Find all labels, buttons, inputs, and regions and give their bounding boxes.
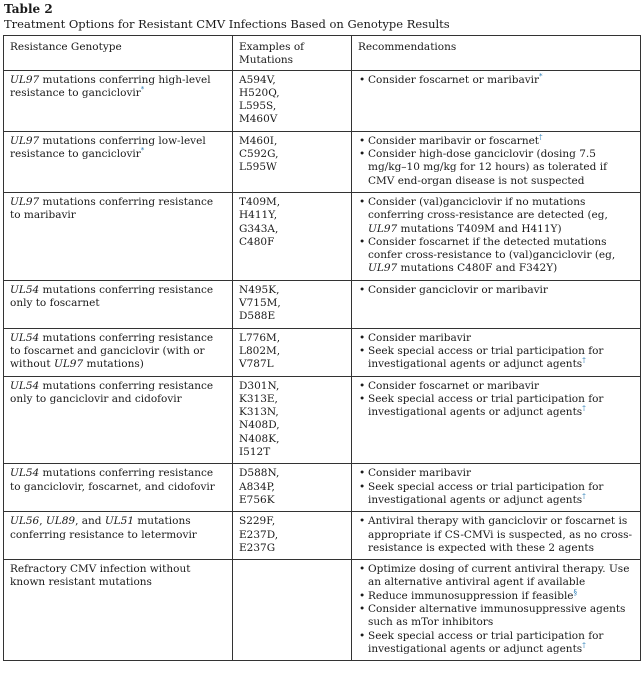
text-run: Consider ganciclovir or maribavir bbox=[368, 283, 548, 296]
recommendation-list bbox=[358, 563, 634, 656]
text-run: Consider maribavir bbox=[368, 467, 472, 480]
text-run: Seek special access or trial participation for investigational agents or adjunct agents bbox=[368, 629, 604, 655]
recommendation-item bbox=[368, 148, 634, 188]
table-row bbox=[4, 131, 641, 192]
genotype-cell bbox=[4, 280, 233, 328]
text-run: Refractory CMV infection without known resistant mutations bbox=[10, 563, 191, 589]
table-caption bbox=[4, 2, 450, 32]
mutation-item: L776M, bbox=[239, 331, 281, 344]
text-run: mutations conferring resistance to foscarnet and ganciclovir (with or without bbox=[10, 331, 214, 371]
gene-name: UL97 bbox=[368, 222, 398, 235]
footnote-marker: * bbox=[140, 85, 145, 94]
gene-name: UL97 bbox=[368, 262, 398, 275]
gene-name: UL97 bbox=[10, 134, 40, 147]
recommendations-cell bbox=[352, 192, 641, 280]
text-run: Consider foscarnet if the detected mutations confer cross-resistance to (val)ganciclovir (eg, bbox=[368, 235, 616, 262]
text-run: Consider high-dose ganciclovir (dosing 7.5 mg/kg–10 mg/kg for 12 hours) as tolerated if CMV end-organ disease is not suspected bbox=[368, 148, 607, 187]
mutations-cell bbox=[233, 560, 352, 661]
genotype-cell bbox=[4, 560, 233, 661]
mutations-cell bbox=[233, 464, 352, 512]
recommendation-item bbox=[368, 467, 634, 480]
treatment-options-table bbox=[3, 35, 641, 661]
mutation-item: D588E bbox=[239, 310, 276, 323]
recommendation-list bbox=[358, 284, 634, 297]
mutation-item: A594V, bbox=[239, 73, 276, 86]
recommendations-cell bbox=[352, 560, 641, 661]
mutation-item: V715M, bbox=[239, 297, 281, 310]
text-run: Consider maribavir bbox=[368, 331, 472, 344]
recommendation-item bbox=[368, 590, 634, 603]
mutation-item: C480F bbox=[239, 235, 275, 248]
mutation-item: L595W bbox=[239, 161, 277, 174]
text-run: Reduce immunosuppression if feasible bbox=[368, 589, 574, 602]
text-run: mutations) bbox=[83, 358, 144, 371]
mutations-cell bbox=[233, 512, 352, 560]
mutations-cell bbox=[233, 192, 352, 280]
table-row bbox=[4, 192, 641, 280]
mutation-item: E237G bbox=[239, 541, 276, 554]
mutation-item: T409M, bbox=[239, 195, 281, 208]
table-row bbox=[4, 70, 641, 131]
mutation-item: N408D, bbox=[239, 419, 280, 432]
text-run: mutations conferring resistance only to foscarnet bbox=[10, 283, 214, 310]
text-run: Consider (val)ganciclovir if no mutations conferring cross-resistance are detected (eg, bbox=[368, 195, 608, 222]
mutation-item: M460I, bbox=[239, 134, 278, 147]
text-run: Consider foscarnet or maribavir bbox=[368, 379, 540, 392]
mutation-item: E756K bbox=[239, 493, 275, 506]
gene-name: UL54 bbox=[10, 283, 40, 296]
genotype-cell bbox=[4, 131, 233, 192]
table-title: Treatment Options for Resistant CMV Infections Based on Genotype Results bbox=[4, 17, 450, 31]
footnote-marker: † bbox=[539, 133, 543, 142]
recommendation-item bbox=[368, 603, 634, 630]
gene-name: UL54 bbox=[10, 331, 40, 344]
text-run: Seek special access or trial participation for investigational agents or adjunct agents bbox=[368, 344, 604, 371]
recommendation-item bbox=[368, 74, 634, 87]
table-row bbox=[4, 280, 641, 328]
mutations-cell bbox=[233, 131, 352, 192]
table-row bbox=[4, 376, 641, 464]
gene-name: UL54 bbox=[10, 379, 40, 392]
text-run: Seek special access or trial participation for investigational agents or adjunct agents bbox=[368, 480, 604, 506]
mutation-item: G343A, bbox=[239, 222, 279, 235]
footnote-marker: † bbox=[582, 641, 586, 650]
text-run: Seek special access or trial participation for investigational agents or adjunct agents bbox=[368, 392, 604, 419]
recommendation-item bbox=[368, 515, 634, 555]
table-row bbox=[4, 328, 641, 376]
recommendation-list bbox=[358, 74, 634, 87]
mutations-cell bbox=[233, 280, 352, 328]
mutation-item: K313N, bbox=[239, 406, 279, 419]
recommendation-item bbox=[368, 236, 634, 276]
header-row bbox=[4, 36, 641, 71]
mutations-cell bbox=[233, 70, 352, 131]
recommendations-cell bbox=[352, 512, 641, 560]
recommendation-item bbox=[368, 393, 634, 420]
text-run: Consider maribavir or foscarnet bbox=[368, 134, 540, 147]
genotype-cell bbox=[4, 376, 233, 464]
mutation-item: L802M, bbox=[239, 344, 281, 357]
recommendation-item bbox=[368, 563, 634, 590]
footnote-marker: * bbox=[539, 72, 543, 81]
gene-name: UL97 bbox=[10, 73, 40, 86]
mutation-item: E237D, bbox=[239, 528, 279, 541]
mutation-item: H411Y, bbox=[239, 209, 278, 222]
text-run: mutations conferring low-level resistance to ganciclovir bbox=[10, 134, 206, 161]
mutation-item: S229F, bbox=[239, 515, 276, 528]
table-body bbox=[4, 70, 641, 661]
mutation-item: K313E, bbox=[239, 392, 278, 405]
gene-name: UL89 bbox=[45, 515, 76, 528]
mutations-cell bbox=[233, 328, 352, 376]
recommendation-list bbox=[358, 515, 634, 555]
text-run: mutations conferring resistance only to ganciclovir and cidofovir bbox=[10, 379, 214, 405]
mutation-item: H520Q, bbox=[239, 86, 280, 99]
text-run: mutations conferring high-level resistance to ganciclovir bbox=[10, 73, 211, 99]
recommendation-item bbox=[368, 345, 634, 372]
text-run: , and bbox=[75, 515, 105, 528]
mutation-item: C592G, bbox=[239, 148, 279, 161]
recommendations-cell bbox=[352, 376, 641, 464]
recommendation-item bbox=[368, 630, 634, 657]
footnote-marker: † bbox=[582, 492, 586, 501]
table-row bbox=[4, 512, 641, 560]
genotype-cell bbox=[4, 70, 233, 131]
mutation-item: N495K, bbox=[239, 283, 280, 296]
mutation-item: N408K, bbox=[239, 432, 280, 445]
gene-name: UL54 bbox=[10, 467, 40, 480]
text-run: , bbox=[39, 515, 46, 528]
genotype-cell bbox=[4, 464, 233, 512]
genotype-cell bbox=[4, 328, 233, 376]
text-run: Optimize dosing of current antiviral therapy. Use an alternative antiviral agent if available bbox=[368, 563, 630, 589]
text-run: mutations conferring resistance to letermovir bbox=[10, 515, 197, 541]
mutation-item: A834P, bbox=[239, 480, 275, 493]
mutation-item: D588N, bbox=[239, 467, 280, 480]
header-resistance-genotype: Resistance Genotype bbox=[4, 36, 233, 71]
header-recommendations: Recommendations bbox=[352, 36, 641, 71]
gene-name: UL97 bbox=[10, 195, 40, 208]
genotype-cell bbox=[4, 512, 233, 560]
recommendation-list bbox=[358, 135, 634, 188]
mutation-item: I512T bbox=[239, 446, 271, 459]
footnote-marker: § bbox=[573, 588, 578, 597]
mutation-item: M460V bbox=[239, 113, 278, 126]
recommendation-item bbox=[368, 196, 634, 236]
footnote-marker: * bbox=[140, 146, 145, 155]
header-examples-of-mutations: Examples of Mutations bbox=[233, 36, 352, 71]
table-number: Table 2 bbox=[4, 2, 53, 16]
text-run: mutations conferring resistance to ganciclovir, foscarnet, and cidofovir bbox=[10, 467, 215, 493]
recommendation-item bbox=[368, 332, 634, 345]
recommendation-list bbox=[358, 380, 634, 420]
footnote-marker: † bbox=[582, 404, 586, 413]
text-run: mutations conferring resistance to maribavir bbox=[10, 195, 214, 222]
recommendation-list bbox=[358, 196, 634, 276]
recommendation-item bbox=[368, 284, 634, 297]
table-row bbox=[4, 560, 641, 661]
recommendation-item bbox=[368, 135, 634, 148]
text-run: Consider alternative immunosuppressive agents such as mTor inhibitors bbox=[368, 602, 626, 629]
text-run: mutations C480F and F342Y) bbox=[397, 262, 558, 275]
recommendation-list bbox=[358, 332, 634, 372]
gene-name: UL51 bbox=[104, 515, 135, 528]
recommendations-cell bbox=[352, 328, 641, 376]
text-run: Antiviral therapy with ganciclovir or foscarnet is appropriate if CS-CMVi is suspected, as no cross-resistance is expected with these 2 agents bbox=[368, 515, 633, 554]
text-run: Consider foscarnet or maribavir bbox=[368, 73, 540, 86]
mutations-cell bbox=[233, 376, 352, 464]
recommendations-cell bbox=[352, 70, 641, 131]
footnote-marker: † bbox=[582, 356, 586, 365]
genotype-cell bbox=[4, 192, 233, 280]
recommendations-cell bbox=[352, 131, 641, 192]
gene-name: UL97 bbox=[53, 358, 84, 371]
recommendation-item bbox=[368, 380, 634, 393]
recommendation-list bbox=[358, 467, 634, 507]
mutation-item: D301N, bbox=[239, 379, 280, 392]
gene-name: UL56 bbox=[10, 515, 40, 528]
mutation-item: V787L bbox=[239, 358, 274, 371]
recommendations-cell bbox=[352, 464, 641, 512]
recommendation-item bbox=[368, 481, 634, 508]
text-run: mutations T409M and H411Y) bbox=[397, 222, 562, 235]
mutation-item: L595S, bbox=[239, 100, 277, 113]
table-row bbox=[4, 464, 641, 512]
recommendations-cell bbox=[352, 280, 641, 328]
